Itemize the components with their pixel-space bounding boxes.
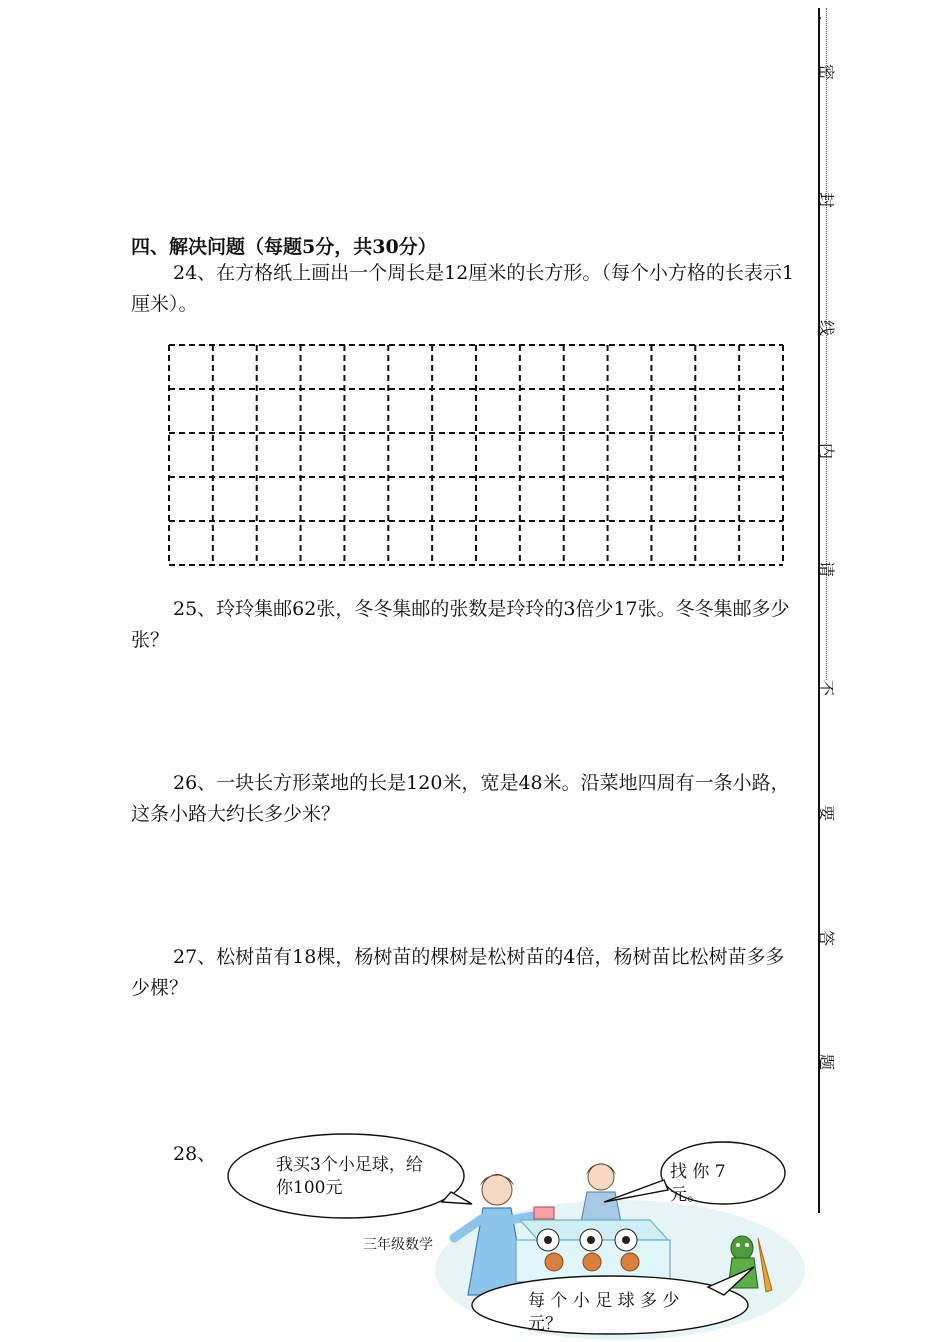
question-25: 25、玲玲集邮62张，冬冬集邮的张数是玲玲的3倍少17张。冬冬集邮多少张？	[131, 598, 790, 651]
question-26: 26、一块长方形菜地的长是120米，宽是48米。沿菜地四周有一条小路，这条小路大约长多少米？	[131, 772, 790, 825]
seal-char: 封	[817, 191, 836, 208]
seal-char: 内	[817, 442, 836, 459]
question-speech-text: 每 个 小 足 球 多 少 元？	[528, 1291, 680, 1334]
square-grid-paper	[167, 343, 785, 567]
girl-speech-text: 我买3个小足球，给你100元	[276, 1155, 423, 1198]
seal-char: 要	[817, 804, 836, 821]
seal-char: 不	[817, 679, 836, 696]
seal-char: 答	[817, 929, 836, 946]
section-title: 四、解决问题（每题5分，共30分）	[131, 236, 437, 258]
seller-speech-text: 找 你 7 元。	[670, 1162, 726, 1205]
question-24: 24、在方格纸上画出一个周长是12厘米的长方形。（每个小方格的长表示1厘米）。	[131, 262, 794, 315]
question-27: 27、松树苗有18棵，杨树苗的棵树是松树苗的4倍，杨树苗比松树苗多多少棵？	[131, 946, 785, 999]
binding-top-mark: .	[818, 7, 823, 23]
seal-char: 线	[817, 319, 836, 336]
page-caption: 三年级数学	[363, 1237, 433, 1253]
seal-char: 题	[817, 1053, 836, 1070]
question-28-number: 28、	[173, 1143, 217, 1165]
seal-char: 请	[817, 560, 836, 577]
seal-char: 密	[817, 63, 836, 80]
